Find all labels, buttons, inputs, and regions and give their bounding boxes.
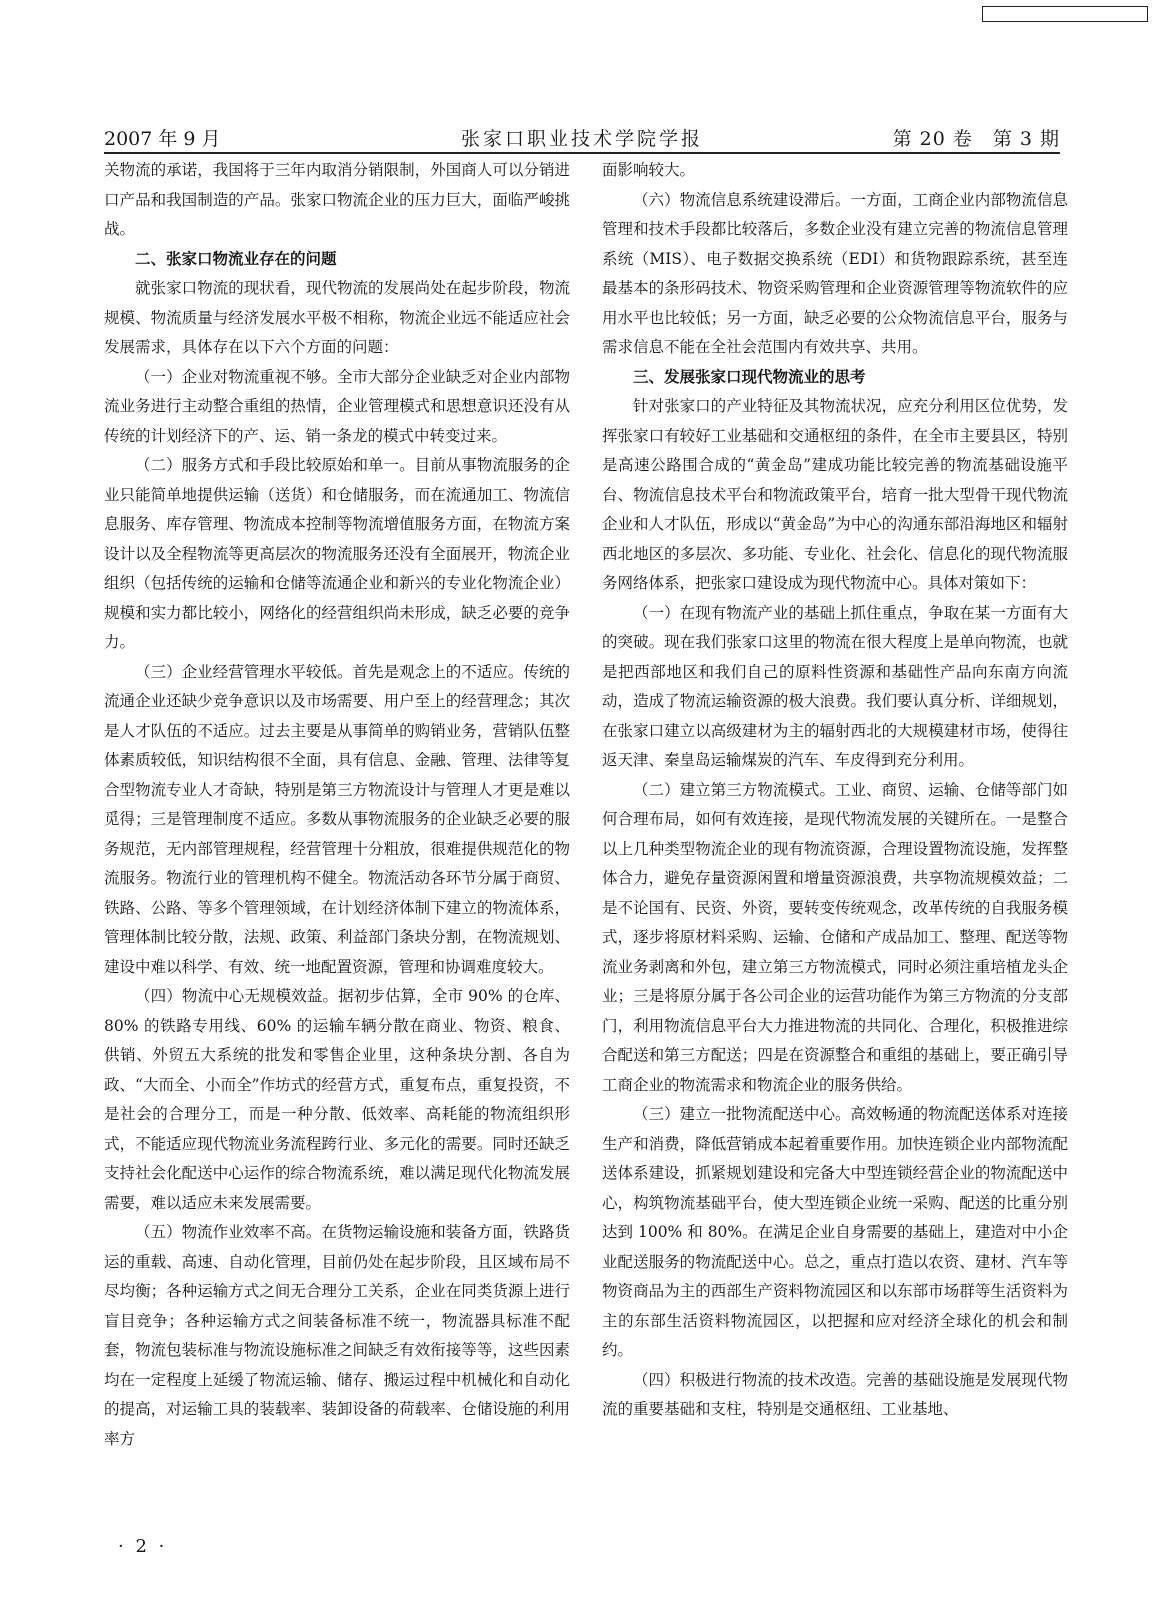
paragraph: （一）企业对物流重视不够。全市大部分企业缺乏对企业内部物流业务进行主动整合重组的热情，企业管理模式和思想意识还没有从传统的计划经济下的产、运、销一条龙的模式中转变过来。: [104, 367, 570, 445]
paragraph: （二）服务方式和手段比较原始和单一。目前从事物流服务的企业只能简单地提供运输（送货）和仓储服务，而在流通加工、物流信息服务、库存管理、物流成本控制等物流增值服务方面，在物流方案设计以及全程物流等更高层次的物流服务还没有全面展开，物流企业组织（包括传统的运输和仓储等流通企业和新兴的专业化物流企业）规模和实力都比较小，网络化的经营组织尚未形成，缺乏必要的竞争力。: [104, 456, 570, 651]
section-heading: 二、张家口物流业存在的问题: [135, 249, 337, 268]
paragraph: 关物流的承诺，我国将于三年内取消分销限制，外国商人可以分销进口产品和我国制造的产品。张家口物流企业的压力巨大，面临严峻挑战。: [104, 161, 570, 238]
issue-date: 2007 年 9 月: [104, 128, 221, 150]
paragraph: （四）物流中心无规模效益。据初步估算，全市 90% 的仓库、80% 的铁路专用线、60% 的运输车辆分散在商业、物资、粮食、供销、外贸五大系统的批发和零售企业里，这种条块分割、各自为政、“大而全、小而全”作坊式的经营方式，重复布点，重复投资，不是社会的合理分工，而是一种分散、低效率、高耗能的物流组织形式，不能适应现代物流业务流程跨行业、多元化的需要。同时还缺乏支持社会化配送中心运作的综合物流系统，难以满足现代化物流发展需要，难以适应未来发展需要。: [104, 987, 570, 1212]
paragraph: （三）企业经营管理水平较低。首先是观念上的不适应。传统的流通企业还缺少竞争意识以及市场需要、用户至上的经营理念；其次是人才队伍的不适应。过去主要是从事简单的购销业务，营销队伍整体素质较低，知识结构很不全面，具有信息、金融、管理、法律等复合型物流专业人才奇缺，特别是第三方物流设计与管理人才更是难以觅得；三是管理制度不适应。多数从事物流服务的企业缺乏必要的服务规范，无内部管理规程，经营管理十分粗放，很难提供规范化的物流服务。物流行业的管理机构不健全。物流活动各环节分属于商贸、铁路、公路、等多个管理领域，在计划经济体制下建立的物流体系，管理体制比较分散，法规、政策、利益部门条块分割，在物流规划、建设中难以科学、有效、统一地配置资源，管理和协调难度较大。: [104, 662, 570, 976]
paragraph: 就张家口物流的现状看，现代物流的发展尚处在起步阶段，物流规模、物流质量与经济发展水平极不相称，物流企业远不能适应社会发展需求，具体存在以下六个方面的问题：: [104, 279, 570, 356]
paragraph: 面影响较大。: [602, 161, 696, 179]
journal-title: 张家口职业技术学院学报: [460, 128, 703, 150]
page-number: · 2 ·: [118, 1536, 168, 1557]
paragraph: （一）在现有物流产业的基础上抓住重点，争取在某一方面有大的突破。现在我们张家口这里的物流在很大程度上是单向物流，也就是把西部地区和我们自己的原料性资源和基础性产品向东南方向流动，造成了物流运输资源的极大浪费。我们要认真分析、详细规划，在张家口建立以高级建材为主的辐射西北的大规模建材市场，使得往返天津、秦皇岛运输煤炭的汽车、车皮得到充分利用。: [602, 603, 1068, 769]
volume-issue: 第 20 卷 第 3 期: [892, 128, 1060, 150]
left-column: [104, 156, 570, 1454]
header-rule: [104, 152, 1060, 154]
paragraph: （二）建立第三方物流模式。工业、商贸、运输、仓储等部门如何合理布局，如何有效连接，是现代物流发展的关键所在。一是整合以上几种类型物流企业的现有物流资源，合理设置物流设施，发挥整体合力，避免存量资源闲置和增量资源浪费，共享物流规模效益；二是不论国有、民资、外资，要转变传统观念，改革传统的自我服务模式，逐步将原材料采购、运输、仓储和产成品加工、整理、配送等物流业务剥离和外包，建立第三方物流模式，同时必须注重培植龙头企业；三是将原分属于各公司企业的运营功能作为第三方物流的分支部门，利用物流信息平台大力推进物流的共同化、合理化，积极推进综合配送和第三方配送；四是在资源整合和重组的基础上，要正确引导工商企业的物流需求和物流企业的服务供给。: [602, 780, 1068, 1094]
section-heading: 三、发展张家口现代物流业的思考: [633, 367, 866, 386]
header-box: [982, 6, 1148, 22]
paragraph: （六）物流信息系统建设滞后。一方面，工商企业内部物流信息管理和技术手段都比较落后，多数企业没有建立完善的物流信息管理系统（MIS）、电子数据交换系统（EDI）和货物跟踪系统，甚至连最基本的条形码技术、物资采购管理和企业资源管理等物流软件的应用水平也比较低；另一方面，缺乏必要的公众物流信息平台，服务与需求信息不能在全社会范围内有效共享、共用。: [602, 190, 1068, 356]
right-column: [602, 156, 1068, 1425]
running-header: [104, 122, 1060, 152]
paragraph: （三）建立一批物流配送中心。高效畅通的物流配送体系对连接生产和消费，降低营销成本起着重要作用。加快连锁企业内部物流配送体系建设，抓紧规划建设和完备大中型连锁经营企业的物流配送中心，构筑物流基础平台，使大型连锁企业统一采购、配送的比重分别达到 100% 和 80%。在满足企业自身需要的基础上，建造对中小企业配送服务的物流配送中心。总之，重点打造以农资、建材、汽车等物资商品为主的西部生产资料物流园区和以东部市场群等生活资料为主的东部生活资料物流园区，以把握和应对经济全球化的机会和制约。: [602, 1105, 1068, 1359]
paragraph: （四）积极进行物流的技术改造。完善的基础设施是发展现代物流的重要基础和支柱，特别是交通枢纽、工业基地、: [602, 1370, 1068, 1418]
paragraph: 针对张家口的产业特征及其物流状况，应充分利用区位优势，发挥张家口有较好工业基础和交通枢纽的条件，在全市主要县区，特别是高速公路围合成的“黄金岛”建成功能比较完善的物流基础设施平台、物流信息技术平台和物流政策平台，培育一批大型骨干现代物流企业和人才队伍，形成以“黄金岛”为中心的沟通东部沿海地区和辐射西北地区的多层次、多功能、专业化、社会化、信息化的现代物流服务网络体系，把张家口建设成为现代物流中心。具体对策如下：: [602, 397, 1068, 592]
paragraph: （五）物流作业效率不高。在货物运输设施和装备方面，铁路货运的重载、高速、自动化管理，目前仍处在起步阶段，且区域布局不尽均衡；各种运输方式之间无合理分工关系，企业在同类货源上进行盲目竞争；各种运输方式之间装备标准不统一，物流器具标准不配套，物流包装标准与物流设施标准之间缺乏有效衔接等等，这些因素均在一定程度上延缓了物流运输、储存、搬运过程中机械化和自动化的提高，对运输工具的装载率、装卸设备的荷载率、仓储设施的利用率方: [104, 1223, 570, 1448]
